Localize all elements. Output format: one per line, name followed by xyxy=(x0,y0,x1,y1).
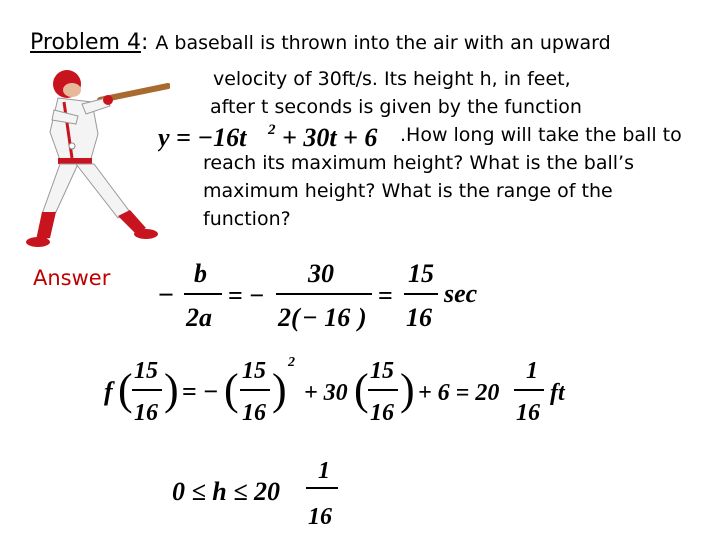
problem-line-4: .How long will take the ball to xyxy=(400,124,682,146)
answer-step-2 xyxy=(96,352,596,432)
svg-text:+ 6 = 20: + 6 = 20 xyxy=(418,380,500,406)
svg-text:2: 2 xyxy=(268,122,276,138)
problem-line-6: maximum height? What is the range of the xyxy=(203,180,613,202)
svg-text:15: 15 xyxy=(134,358,158,384)
svg-text:(: ( xyxy=(354,365,369,414)
svg-text:16: 16 xyxy=(134,400,158,426)
svg-text:16: 16 xyxy=(406,303,432,332)
problem-line-2: velocity of 30ft/s. Its height h, in feet, xyxy=(213,68,571,90)
svg-text:): ) xyxy=(400,365,415,414)
svg-text:f: f xyxy=(104,377,113,406)
answer-step-1 xyxy=(150,256,510,336)
svg-text:): ) xyxy=(164,365,179,414)
function-equation-svg xyxy=(158,118,408,154)
svg-text:16: 16 xyxy=(242,400,266,426)
svg-text:0 ≤ h ≤ 20: 0 ≤ h ≤ 20 xyxy=(172,477,280,506)
problem-line-7: function? xyxy=(203,208,291,230)
svg-text:(: ( xyxy=(118,365,133,414)
svg-text:− 16: − 16 xyxy=(302,303,351,332)
svg-text:30: 30 xyxy=(308,259,334,288)
problem-title xyxy=(30,30,611,55)
svg-text:+ 30t + 6: + 30t + 6 xyxy=(282,123,378,152)
svg-text:= −: = − xyxy=(182,377,219,406)
svg-text:= −: = − xyxy=(228,281,265,310)
svg-text:=: = xyxy=(378,281,393,310)
problem-line-5: reach its maximum height? What is the ball’s xyxy=(203,152,634,174)
svg-text:2(: 2( xyxy=(278,303,300,332)
svg-text:15: 15 xyxy=(370,358,394,384)
svg-text:15: 15 xyxy=(242,358,266,384)
svg-text:2: 2 xyxy=(288,355,295,370)
svg-text:): ) xyxy=(272,365,287,414)
problem-line-1: A baseball is thrown into the air with an upward xyxy=(155,32,611,54)
svg-text:16: 16 xyxy=(308,504,332,530)
answer-step-3 xyxy=(166,454,366,534)
svg-text:15: 15 xyxy=(408,259,434,288)
svg-text:1: 1 xyxy=(526,358,538,384)
svg-text:16: 16 xyxy=(370,400,394,426)
svg-text:1: 1 xyxy=(318,458,330,484)
problem-line-3: after t seconds is given by the function xyxy=(210,96,582,118)
svg-text:): ) xyxy=(358,303,367,332)
svg-text:y = −16t: y = −16t xyxy=(158,123,247,152)
problem-colon: : xyxy=(140,30,149,55)
svg-text:16: 16 xyxy=(516,400,540,426)
answer-label: Answer xyxy=(33,266,111,290)
svg-text:+ 30: + 30 xyxy=(304,380,348,406)
svg-text:b: b xyxy=(194,259,207,288)
svg-text:(: ( xyxy=(224,365,239,414)
problem-label: Problem 4 xyxy=(30,30,141,55)
baseball-player-image xyxy=(20,62,170,248)
svg-text:2a: 2a xyxy=(186,303,212,332)
svg-text:sec: sec xyxy=(444,279,478,308)
svg-text:−: − xyxy=(158,280,174,311)
svg-text:ft: ft xyxy=(550,380,565,406)
